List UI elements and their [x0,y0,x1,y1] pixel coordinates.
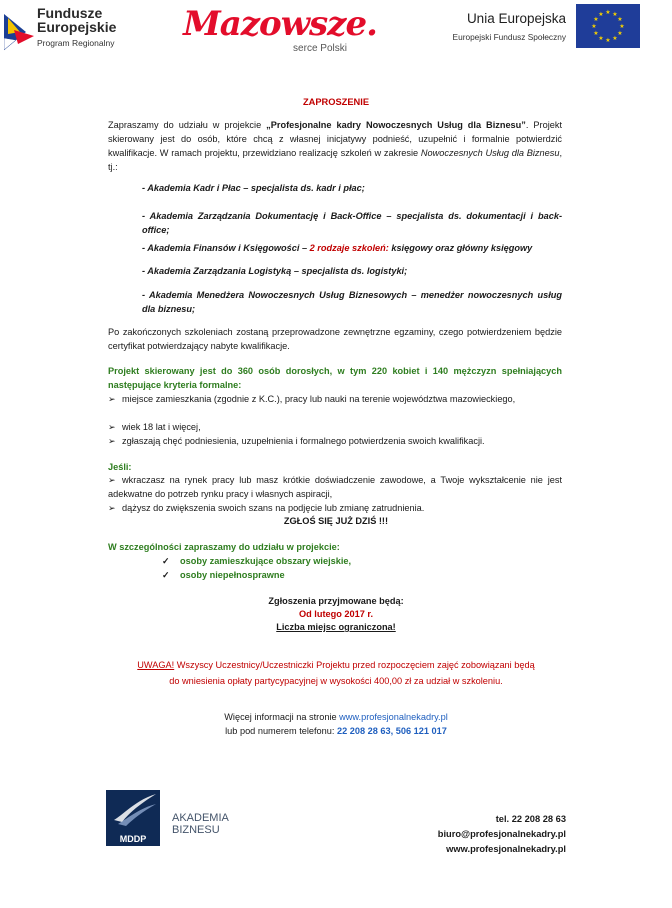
special-heading: W szczególności zapraszamy do udziału w projekcie: [108,542,340,552]
svg-text:★: ★ [598,35,604,42]
svg-text:★: ★ [619,23,625,30]
svg-text:★: ★ [598,11,604,18]
ue-line1: Unia Europejska [466,11,566,26]
exam-paragraph: Po zakończonych szkoleniach zostaną przeprowadzone zewnętrzne egzaminy, czego potwierdzeniem będzie certyfikat potwierdzający nabyte kwalifikacje. [108,327,562,351]
mazowsze-sub: serce Polski [293,43,347,54]
warning-line2: do wniesienia opłaty partycypacyjnej w wysokości 400,00 zł za udział w szkoleniu. [169,676,503,686]
academy-3: - Akademia Finansów i Księgowości – 2 rodzaje szkoleń: księgowy oraz główny księgowy [142,243,533,253]
arrow-icon: ➢ [108,475,116,485]
criterion-2: ➢ wiek 18 lat i więcej, [108,422,201,432]
svg-text:★: ★ [591,23,597,30]
svg-text:★: ★ [593,16,599,23]
special-item-2: ✓ osoby niepełnosprawne [162,570,285,580]
academy-1: - Akademia Kadr i Płac – specjalista ds. kadr i płac; [142,183,365,193]
fe-star-icon [4,4,34,54]
arrow-icon: ➢ [108,394,116,404]
check-icon: ✓ [162,556,170,566]
applications-line1: Zgłoszenia przyjmowane będą: [268,596,404,606]
arrow-icon: ➢ [108,422,116,432]
target-heading: Projekt skierowany jest do 360 osób dorosłych, w tym 220 kobiet i 140 mężczyzn spełniających następujące kryteria formalne: [108,366,562,390]
svg-text:★: ★ [617,16,623,23]
cta-text: ZGŁOŚ SIĘ JUŻ DZIŚ !!! [283,516,389,526]
if-item-1: ➢ wkraczasz na rynek pracy lub masz krótkie doświadczenie zawodowe, a Twoje wykształcenie nie jest adekwatne do potrzeb rynku pracy i własnych aspiracji, [108,475,562,499]
mazowsze-name: Mazowsze. [183,4,377,44]
svg-text:★: ★ [617,30,623,37]
special-item-1: ✓ osoby zamieszkujące obszary wiejskie, [162,556,352,566]
svg-text:★: ★ [605,37,611,44]
ue-line2: Europejski Fundusz Społeczny [452,32,566,42]
ue-text [430,12,566,44]
fe-line2: Europejskie [37,19,117,35]
fe-line3: Program Regionalny [37,38,115,48]
criterion-3: ➢ zgłaszają chęć podniesienia, uzupełnienia i formalnego potwierdzenia swoich kwalifikacji. [108,436,485,446]
check-icon: ✓ [162,570,170,580]
footer-contact [438,812,566,857]
criterion-1: ➢ miejsce zamieszkania (zgodnie z K.C.), pracy lub nauki na terenie województwa mazowieckiego, [108,394,516,404]
warning-line1: UWAGA! Wszyscy Uczestnicy/Uczestniczki Projektu przed rozpoczęciem zajęć zobowiązani będą [137,660,535,670]
project-name: „Profesjonalne kadry Nowoczesnych Usług dla Biznesu” [266,120,526,130]
svg-text:★: ★ [605,9,611,16]
phone-numbers: 22 208 28 63, 506 121 017 [337,726,447,736]
more-info-line1: Więcej informacji na stronie www.profesjonalnekadry.pl [224,712,448,722]
footer-email[interactable]: biuro@profesjonalnekadry.pl [437,829,566,839]
mazowsze-logo [170,6,390,62]
eu-flag-icon [576,4,640,48]
page-title: ZAPROSZENIE [302,97,370,107]
akademia-biznesu: AKADEMIA BIZNESU [172,812,229,836]
svg-text:★: ★ [593,30,599,37]
applications-limit: Liczba miejsc ograniczona! [276,622,396,632]
academy-2: - Akademia Zarządzania Dokumentację i Back-Office – specjalista ds. dokumentacji i back-office; [142,211,562,235]
svg-text:★: ★ [612,35,618,42]
fe-line1: Fundusze [37,5,103,21]
footer-web[interactable]: www.profesjonalnekadry.pl [446,844,566,854]
if-item-2: ➢ dążysz do zwiększenia swoich szans na podjęcie lub zmianę zatrudnienia. [108,503,425,513]
website-link[interactable]: www.profesjonalnekadry.pl [339,712,448,722]
svg-text:★: ★ [612,11,618,18]
warning-label: UWAGA! [137,660,175,670]
if-heading: Jeśli: [108,462,132,472]
academy-4: - Akademia Zarządzania Logistyką – specjalista ds. logistyki; [142,266,408,276]
intro-paragraph: Zapraszamy do udziału w projekcie „Profesjonalne kadry Nowoczesnych Usług dla Biznesu”. Projekt skierowany jest do osób, które chcą z własnej inicjatywy podnieść, uzupełnić i formalnie potwierdzić kwalifikacje. W ramach projektu, przewidziano realizację szkoleń w zakresie Nowoczesnych Usług dla Biznesu, tj.: [108,120,562,172]
arrow-icon: ➢ [108,436,116,446]
academy-5: - Akademia Menedżera Nowoczesnych Usług Biznesowych – menedżer nowoczesnych usług dla biznesu; [142,290,562,314]
footer-tel: tel. 22 208 28 63 [495,814,566,824]
applications-date: Od lutego 2017 r. [298,609,374,619]
fundusze-europejskie-logo [4,4,144,56]
more-info-line2: lub pod numerem telefonu: 22 208 28 63, 506 121 017 [225,726,447,736]
arrow-icon: ➢ [108,503,116,513]
mddp-label: MDDP [119,834,147,844]
